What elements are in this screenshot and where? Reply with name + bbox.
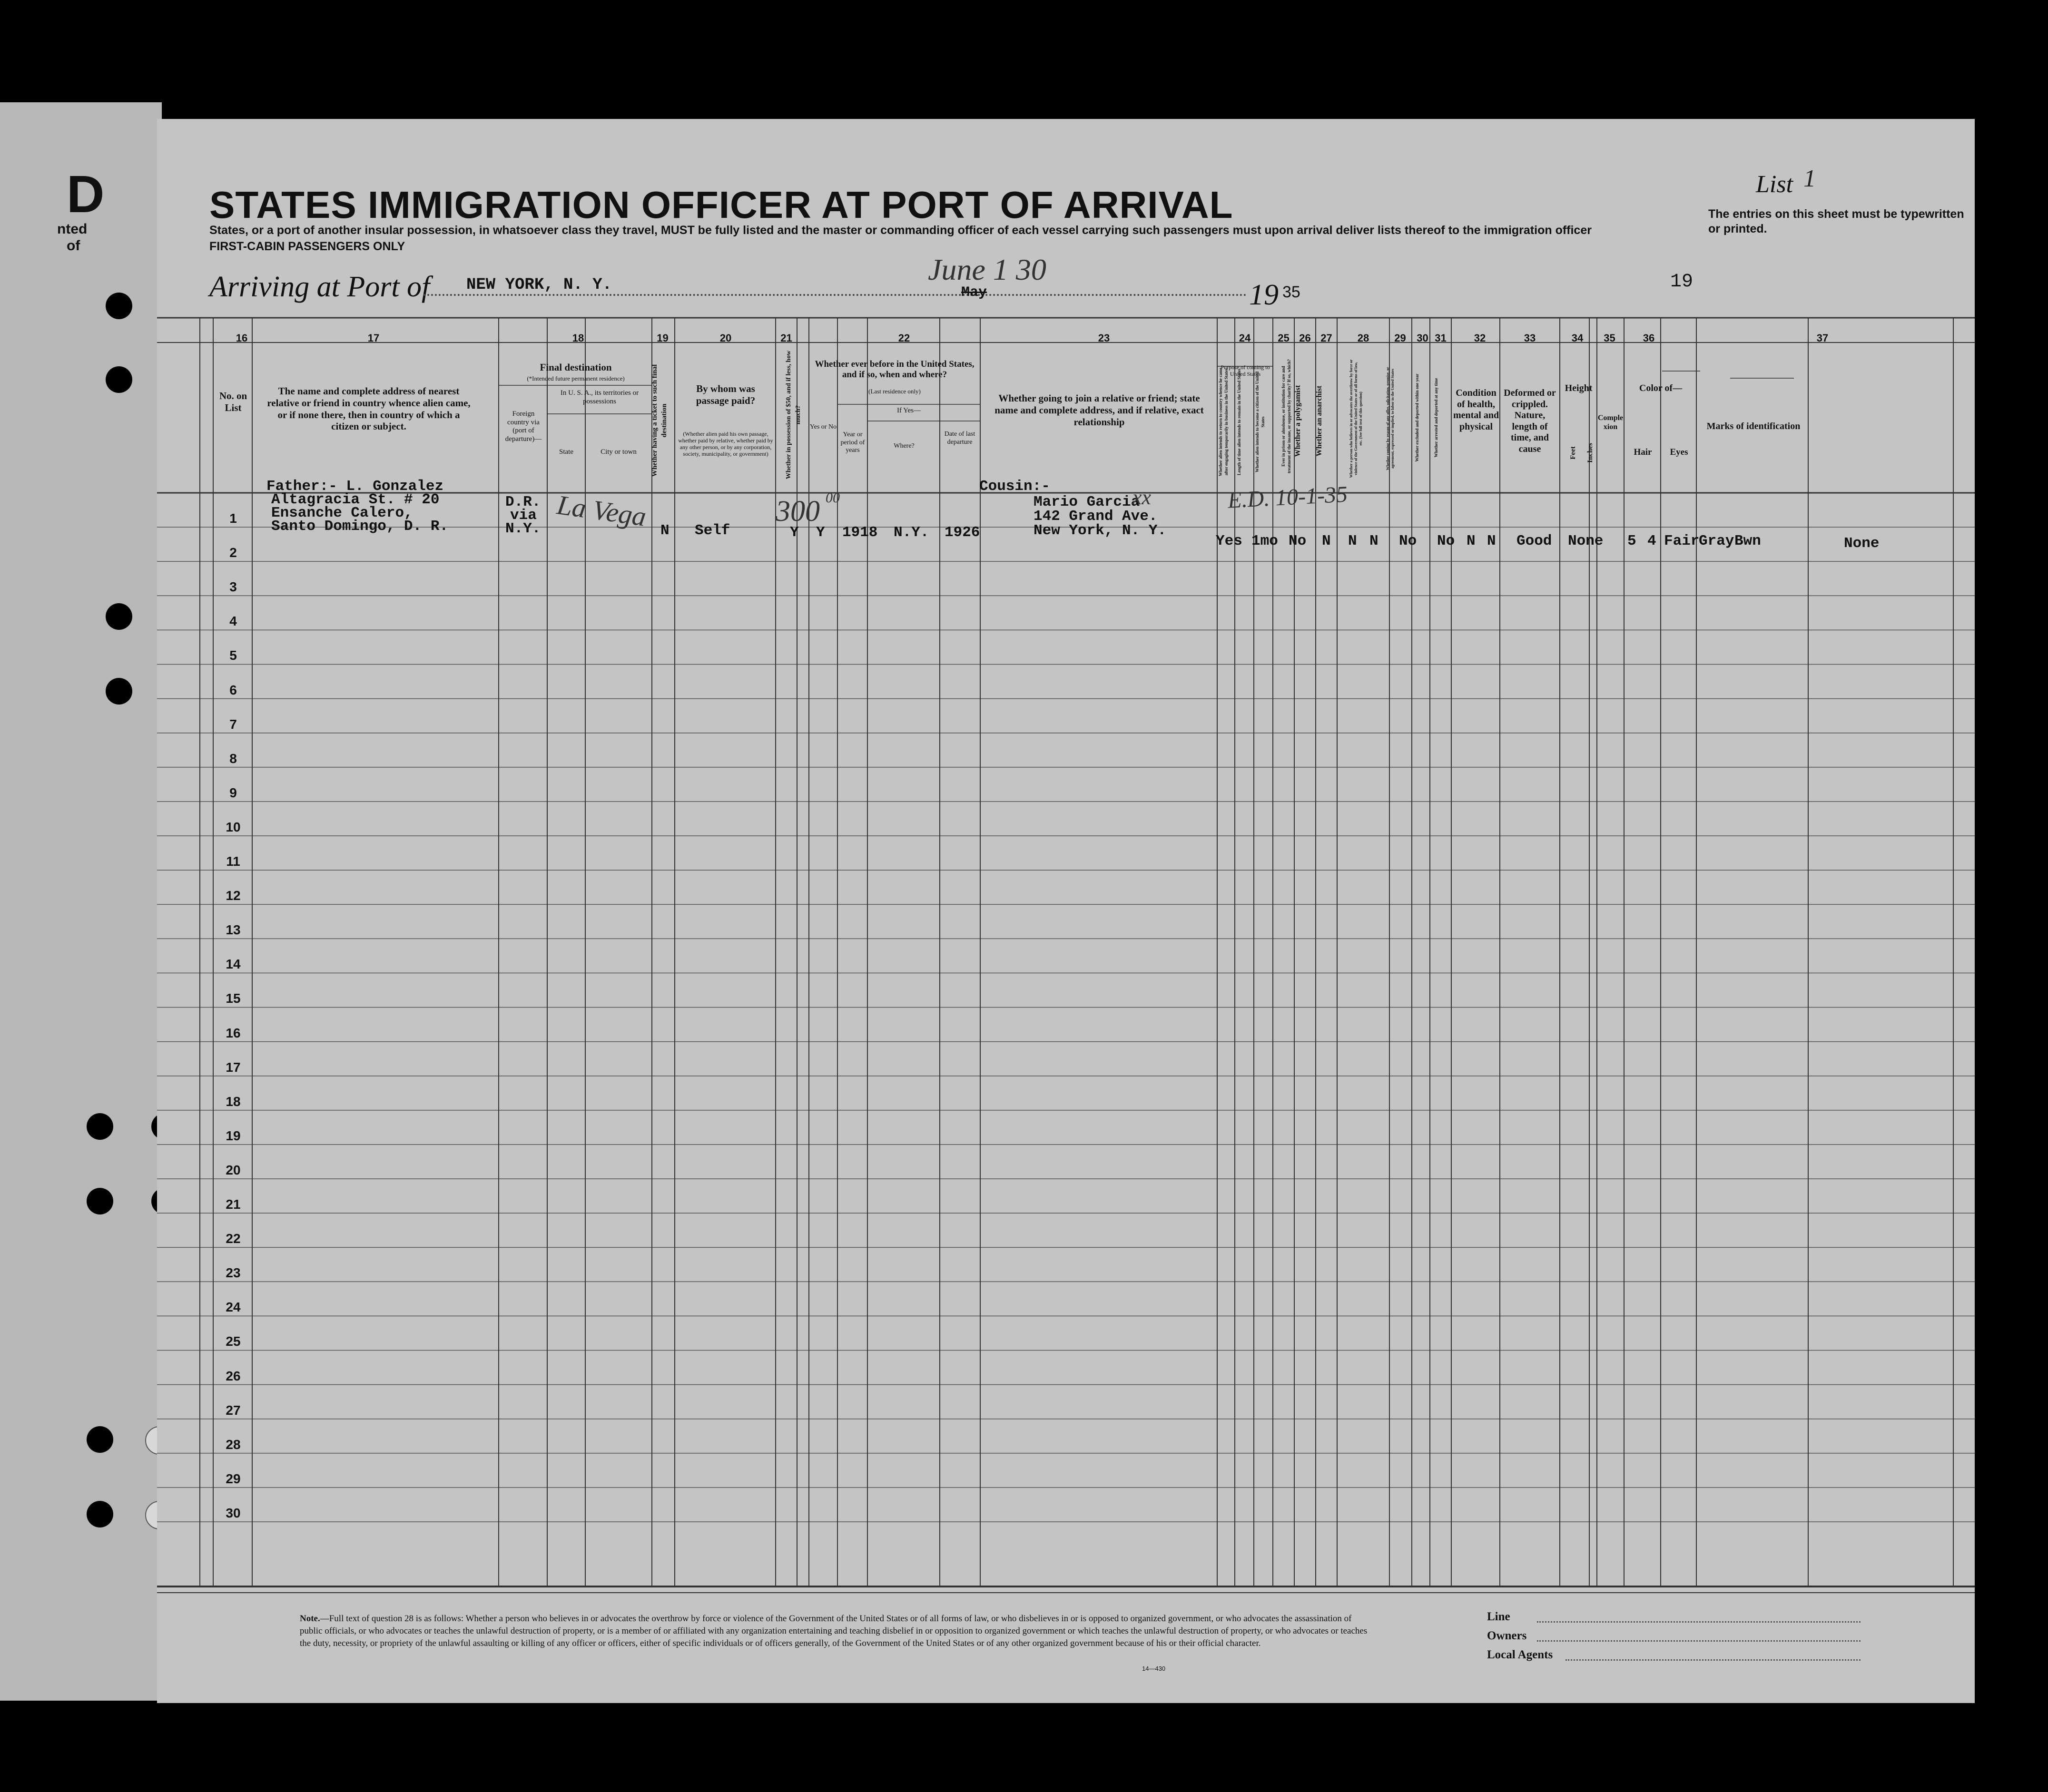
header-inches: Inches <box>1586 443 1594 463</box>
col-number: 35 <box>1604 332 1615 344</box>
length-stay-value: 1mo <box>1251 533 1278 549</box>
handwritten-city: La Vega <box>555 489 649 532</box>
handwritten-annotation: E.D. 10-1-35 <box>1227 481 1349 513</box>
document-title: STATES IMMIGRATION OFFICER AT PORT OF ARRIVAL <box>209 184 1233 226</box>
binder-hole <box>106 603 132 630</box>
header-final-destination-note: (*Intended future permanent residence) <box>527 375 625 382</box>
col-number: 29 <box>1394 332 1406 344</box>
typed-month: May <box>961 284 987 301</box>
overthrow-value: No <box>1399 533 1417 549</box>
binder-hole <box>87 1188 113 1214</box>
left-page-fragment: of <box>67 238 80 254</box>
col-number: 21 <box>780 332 792 344</box>
health-value: Good <box>1516 533 1552 549</box>
header-ticket: Whether having a ticket to such final destination <box>651 364 668 477</box>
polygamist-value: N <box>1348 533 1357 549</box>
row-number: 15 <box>226 991 241 1006</box>
left-page-edge <box>0 102 162 1701</box>
header-passage-paid-note: (Whether alien paid his own passage, whether paid by relative, whether paid by any other person, or by any corporation, society, municipality, or government) <box>678 431 773 458</box>
header-citizen-intent: Whether alien intends to become a citizen of the United States <box>1255 371 1265 473</box>
row-number: 28 <box>226 1437 241 1452</box>
row-number: 9 <box>229 785 237 800</box>
deformed-value: None <box>1568 533 1604 549</box>
header-fifty-dollars: Whether in possession of $50, and if less, how much? <box>785 350 802 480</box>
prison-value: N <box>1322 533 1331 549</box>
document-subtitle: States, or a port of another insular possession, in whatsoever class they travel, MUST be fully listed and the master or commanding officer of each vessel carrying such passengers must upon arrival deliver lists thereof to the immigration officer <box>209 224 1592 237</box>
header-ever-before-note: (Last residence only) <box>868 388 921 395</box>
question-28-note <box>300 1613 1375 1650</box>
eyes-value: Bwn <box>1734 533 1761 549</box>
col-number: 37 <box>1816 332 1829 344</box>
header-year: Year or period of years <box>840 431 865 454</box>
ticket-value: N <box>660 522 670 539</box>
header-where: Where? <box>894 442 915 450</box>
col-number: 27 <box>1320 332 1332 344</box>
row-number: 29 <box>226 1471 241 1486</box>
agents-dotted-line <box>1566 1659 1861 1661</box>
printed-year: 19 <box>1670 271 1694 293</box>
header-no-on-list: No. on List <box>219 390 247 413</box>
row-number: 4 <box>229 614 237 629</box>
col-number: 31 <box>1435 332 1447 344</box>
row-number: 21 <box>226 1197 241 1212</box>
handwritten-date: June 1 30 <box>928 253 1046 286</box>
form-number: 14—430 <box>1142 1665 1166 1672</box>
manifest-sheet <box>157 119 1975 1703</box>
header-ever-before: Whether ever before in the United States, and if so, when and where? <box>815 359 975 380</box>
col-number: 16 <box>236 332 248 344</box>
left-page-fragment: D <box>67 165 105 224</box>
departure-value: 1926 <box>945 524 980 541</box>
header-deformed: Deformed or crippled. Nature, length of time, and cause <box>1504 388 1556 454</box>
binder-hole <box>106 293 132 319</box>
header-arrested: Whether arrested and deported at any time <box>1434 378 1438 458</box>
foreign-via-line: N.Y. <box>505 520 541 537</box>
marks-value: None <box>1844 535 1880 552</box>
header-overthrow: Whether a person who believes in or advocates the overthrow by force or violence of the Government of the United States or of all forms of law, etc. (See full text of this question) <box>1349 359 1363 478</box>
list-number: 1 <box>1803 165 1816 192</box>
row-number: 14 <box>226 957 241 972</box>
owners-dotted-line <box>1537 1640 1861 1642</box>
row-number: 18 <box>226 1094 241 1109</box>
col-number: 28 <box>1357 332 1369 344</box>
hair-value: Gray <box>1699 533 1734 549</box>
row-number: 26 <box>226 1368 241 1383</box>
passage-paid-value: Self <box>695 522 730 539</box>
header-return-intent: Whether alien intends to return to country whence he came after engaging temporarily in business in the United States <box>1218 368 1229 476</box>
line-label: Line <box>1487 1610 1510 1623</box>
local-agents-label: Local Agents <box>1487 1648 1553 1661</box>
header-eyes: Eyes <box>1670 447 1688 457</box>
join-line: Cousin:- <box>979 478 1050 495</box>
col-number: 23 <box>1098 332 1110 344</box>
col-number: 30 <box>1417 332 1428 344</box>
handwritten-money-cents: 00 <box>826 490 840 506</box>
arriving-label: Arriving at Port of <box>209 271 430 303</box>
join-line: 142 Grand Ave. <box>1034 508 1158 525</box>
row-number: 7 <box>229 716 237 732</box>
binder-hole <box>87 1426 113 1453</box>
list-label: List <box>1756 171 1793 198</box>
header-state: State <box>559 448 573 456</box>
row-number: 23 <box>226 1265 241 1281</box>
binder-hole <box>106 366 132 393</box>
complexion-value: Fair <box>1664 533 1700 549</box>
foreign-via-line: D.R. <box>505 494 541 510</box>
row-number: 22 <box>226 1231 241 1246</box>
row-number: 24 <box>226 1300 241 1315</box>
row-number: 1 <box>229 511 237 526</box>
port-of-arrival: NEW YORK, N. Y. <box>466 276 612 294</box>
table-grid <box>157 119 1975 1703</box>
header-in-usa: In U. S. A., its territories or possessions <box>560 389 639 405</box>
row-number: 19 <box>226 1128 241 1143</box>
col-number: 34 <box>1571 332 1584 344</box>
row-number: 16 <box>226 1025 241 1040</box>
relative-line: Ensanche Calero, <box>271 505 413 521</box>
header-marks: Marks of identification <box>1706 421 1801 431</box>
header-yes-no: Yes or No <box>809 423 837 431</box>
join-line: New York, N. Y. <box>1034 522 1167 539</box>
row-number: 27 <box>226 1402 241 1418</box>
col-number: 20 <box>719 332 732 344</box>
note-text: —Full text of question 28 is as follows: Whether a person who believes in or advocates the overthrow by force or violence of the Government of the United States or of all forms of law, or who disbelieves in or is opposed to organized government, or who advocates the assassination of public officials, or who advocates or teaches the unlawful destruction of property, or is a member of or affiliated with any organization entertaining and teaching disbelief in or opposition to organized government or which teaches the unlawful destruction of property, or who advocates or teaches the duty, necessity, or propriety of the unlawful assaulting or killing of any officer or officers, either of specific individuals or of officers generally, of the Government of the United States or of any other organized government because of his or their official character. <box>300 1614 1368 1648</box>
year-suffix: 35 <box>1282 283 1300 301</box>
arrested-value: N <box>1487 533 1496 549</box>
year-value: 1918 <box>842 524 878 541</box>
relative-line: Father:- L. Gonzalez <box>266 478 444 495</box>
row-number: 10 <box>226 819 241 834</box>
row-number: 20 <box>226 1162 241 1177</box>
owners-label: Owners <box>1487 1629 1527 1642</box>
binder-hole <box>87 1501 113 1528</box>
money-typed-value: Y <box>790 524 799 541</box>
header-color-of: Color of— <box>1639 383 1683 393</box>
inches-value: 4 <box>1647 533 1656 549</box>
header-foreign-country: Foreign country via (port of departure)— <box>505 410 542 443</box>
left-page-fragment: nted <box>57 221 88 237</box>
excluded-value: N <box>1467 533 1476 549</box>
header-purpose: Purpose of coming to United States <box>1221 364 1270 378</box>
row-number: 13 <box>226 922 241 938</box>
relative-line: Santo Domingo, D. R. <box>271 518 449 535</box>
col-number: 25 <box>1278 332 1290 344</box>
col-number: 32 <box>1474 332 1486 344</box>
header-feet: Feet <box>1569 446 1577 460</box>
row-number: 8 <box>229 751 237 766</box>
col-number: 17 <box>367 332 380 344</box>
header-anarchist: Whether an anarchist <box>1315 385 1323 457</box>
binder-hole <box>87 1113 113 1140</box>
row-number: 25 <box>226 1334 241 1349</box>
first-cabin-label: FIRST-CABIN PASSENGERS ONLY <box>209 240 405 253</box>
header-complexion: Complexion <box>1597 414 1624 431</box>
handwritten-money: 300 <box>776 495 820 528</box>
header-final-destination: Final destination <box>540 362 612 373</box>
binder-hole <box>106 678 132 705</box>
row-number: 12 <box>226 888 241 903</box>
header-join-relative: Whether going to join a relative or friend; state name and complete address, and if relative, exact relationship <box>994 392 1204 428</box>
header-nearest-relative: The name and complete address of nearest relative or friend in country whence alien came, or if none there, then in country of which a citizen or subject. <box>267 385 471 432</box>
relative-line: Altagracia St. # 20 <box>271 491 440 508</box>
row-number: 6 <box>229 682 237 697</box>
header-if-yes: If Yes— <box>896 407 921 414</box>
foreign-via-line: via <box>510 507 537 524</box>
col-number: 22 <box>898 332 910 344</box>
typewritten-instructions: The entries on this sheet must be typewritten or printed. <box>1708 207 1964 235</box>
where-value: N.Y. <box>894 524 929 541</box>
row-number: 17 <box>226 1059 241 1075</box>
year-prefix: 19 <box>1249 279 1279 311</box>
header-excluded: Whether excluded and deported within one year <box>1415 373 1419 462</box>
col-number: 18 <box>572 332 584 344</box>
join-line: Mario Garcia <box>1034 494 1140 510</box>
note-label: Note. <box>300 1614 320 1624</box>
header-city: City or town <box>601 448 637 456</box>
col-number: 19 <box>657 332 669 344</box>
return-intent-value: Yes <box>1216 533 1242 549</box>
col-number: 33 <box>1524 332 1536 344</box>
col-number: 24 <box>1239 332 1251 344</box>
header-health: Condition of health, mental and physical <box>1453 388 1499 432</box>
header-passage-paid: By whom was passage paid? <box>696 383 756 406</box>
row-number: 2 <box>229 545 237 560</box>
join-handwritten-mark: xx <box>1132 486 1152 509</box>
header-prison: Ever in prison or almshouse, or institution for care and treatment of the insane, or supported by charity? If so, which? <box>1281 359 1291 473</box>
citizen-intent-value: No <box>1289 533 1307 549</box>
header-date-departure: Date of last departure <box>944 431 975 446</box>
row-number: 30 <box>226 1505 241 1520</box>
col-number: 26 <box>1299 332 1311 344</box>
offer-value: No <box>1437 533 1455 549</box>
feet-value: 5 <box>1627 533 1636 549</box>
header-polygamist: Whether a polygamist <box>1294 385 1302 457</box>
col-number: 36 <box>1643 332 1655 344</box>
row-number: 11 <box>226 854 240 869</box>
anarchist-value: N <box>1369 533 1378 549</box>
row-number: 5 <box>229 648 237 663</box>
row-number: 3 <box>229 579 237 595</box>
header-height: Height <box>1565 383 1593 393</box>
line-dotted-line <box>1537 1621 1861 1623</box>
header-offer-labor: Whether coming by reason of any offer, solicitation, promise, or agreement, expressed or implied, to labor in the United States <box>1386 367 1395 470</box>
header-hair: Hair <box>1634 447 1652 457</box>
header-length-stay: Length of time alien intends to remain in the United States <box>1237 368 1241 476</box>
ever-before-value: Y <box>816 524 825 541</box>
